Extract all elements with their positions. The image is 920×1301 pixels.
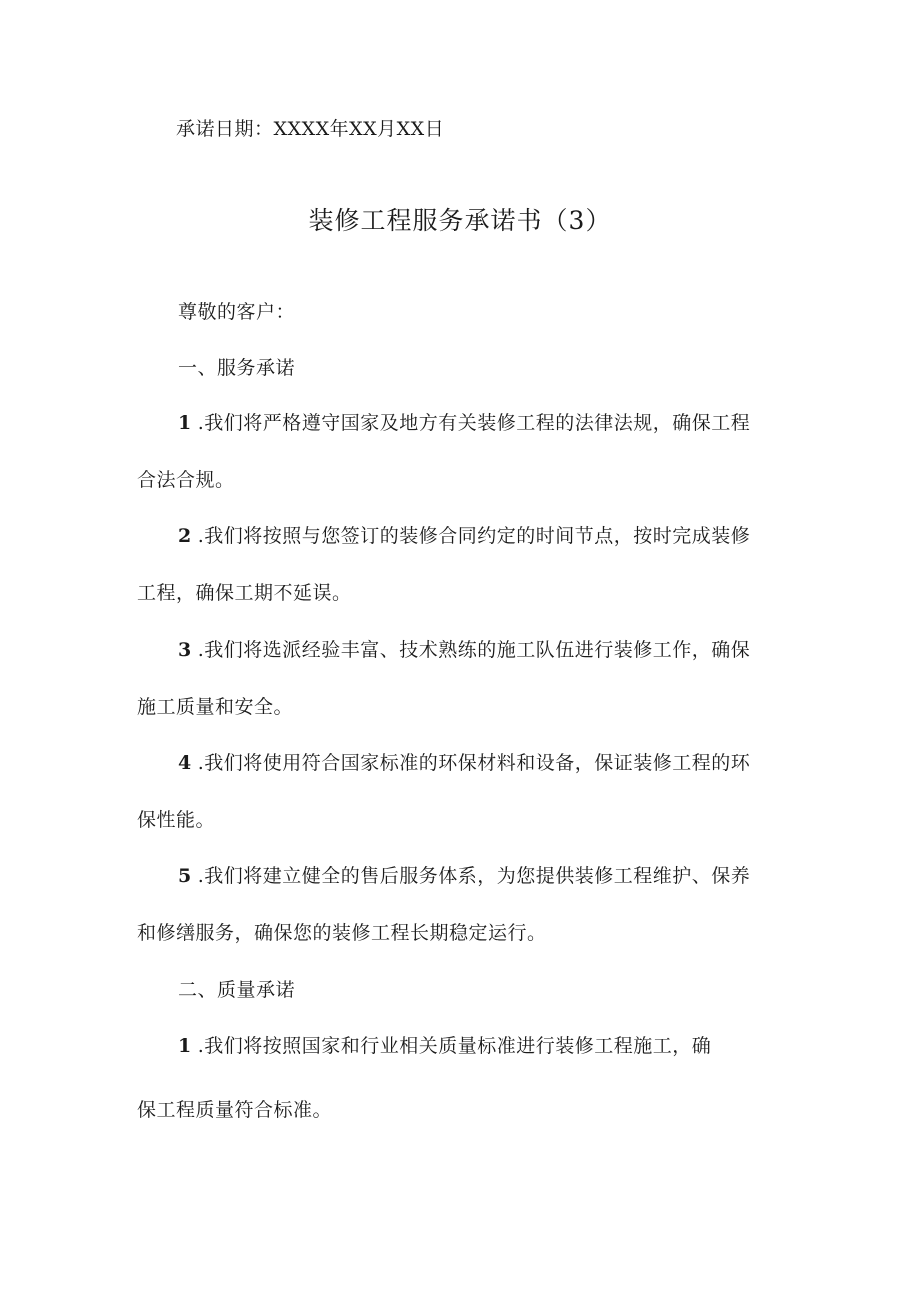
item-text-continuation: 保性能。 xyxy=(137,809,216,831)
item-text-continuation: 和修缮服务，确保您的装修工程长期稳定运行。 xyxy=(137,922,547,944)
list-item xyxy=(178,636,750,664)
document-title: 装修工程服务承诺书（3） xyxy=(308,206,612,235)
commitment-date: 承诺日期：XXXX年XX月XX日 xyxy=(176,118,445,140)
item-text-continuation: 工程，确保工期不延误。 xyxy=(137,582,352,604)
list-item xyxy=(178,409,750,437)
list-item xyxy=(178,522,750,550)
item-text: .我们将按照与您签订的装修合同约定的时间节点，按时完成装修 xyxy=(197,525,751,547)
item-number: 4 xyxy=(178,752,192,774)
item-text: .我们将严格遵守国家及地方有关装修工程的法律法规，确保工程 xyxy=(197,412,751,434)
item-number: 3 xyxy=(178,639,192,661)
item-text: .我们将使用符合国家标准的环保材料和设备，保证装修工程的环 xyxy=(197,752,751,774)
item-text-continuation: 施工质量和安全。 xyxy=(137,696,294,718)
list-item xyxy=(178,1032,711,1060)
section-heading-quality: 二、质量承诺 xyxy=(178,979,296,1001)
item-number: 5 xyxy=(178,865,192,887)
item-number: 2 xyxy=(178,525,192,547)
list-item xyxy=(178,749,750,777)
item-text: .我们将按照国家和行业相关质量标准进行装修工程施工，确 xyxy=(197,1035,712,1057)
section-heading-service: 一、服务承诺 xyxy=(178,357,296,379)
item-number: 1 xyxy=(178,1035,192,1057)
item-text-continuation: 保工程质量符合标准。 xyxy=(137,1099,333,1121)
item-number: 1 xyxy=(178,412,192,434)
list-item xyxy=(178,862,750,890)
salutation: 尊敬的客户： xyxy=(178,301,296,323)
item-text: .我们将选派经验丰富、技术熟练的施工队伍进行装修工作，确保 xyxy=(197,639,751,661)
item-text-continuation: 合法合规。 xyxy=(137,469,235,491)
item-text: .我们将建立健全的售后服务体系，为您提供装修工程维护、保养 xyxy=(197,865,751,887)
